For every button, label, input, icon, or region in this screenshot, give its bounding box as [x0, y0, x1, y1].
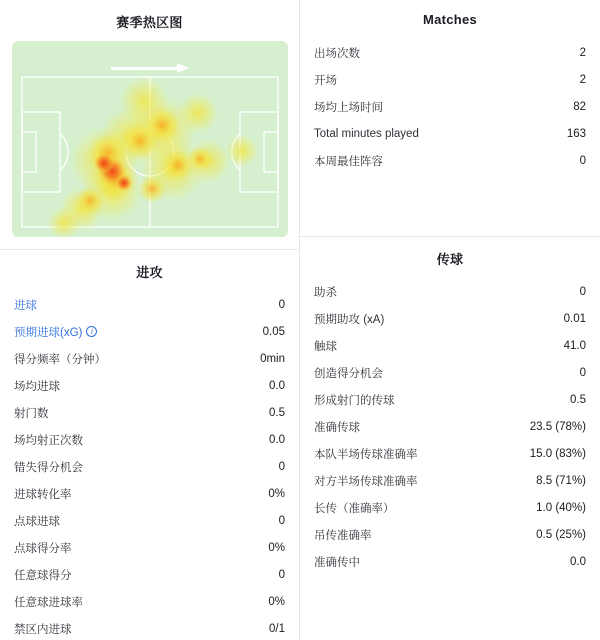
- stat-label: 对方半场传球准确率: [314, 475, 418, 488]
- stat-label: 场均上场时间: [314, 101, 383, 114]
- table-row[interactable]: [14, 318, 285, 345]
- table-row: [14, 372, 285, 399]
- table-row: [14, 291, 285, 318]
- stat-label: 本周最佳阵容: [314, 155, 383, 168]
- stat-value: 15.0 (83%): [529, 447, 586, 460]
- stat-value: 82: [573, 100, 586, 113]
- table-row: [314, 147, 586, 174]
- stat-label: 预期助攻 (xA): [314, 313, 385, 326]
- pitch-heatmap[interactable]: [12, 41, 288, 237]
- stat-label: 进球转化率: [14, 488, 72, 501]
- stat-value: 0.5: [269, 406, 285, 419]
- stat-value: 0.05: [262, 325, 285, 338]
- stat-label: 长传（准确率）: [314, 502, 395, 515]
- table-row: [314, 494, 586, 521]
- stat-label: Total minutes played: [314, 127, 419, 140]
- info-icon[interactable]: i: [86, 326, 97, 337]
- stat-value: 0.0: [269, 379, 285, 392]
- table-row: [14, 453, 285, 480]
- stat-value: 0.5: [570, 393, 586, 406]
- stat-value: 0: [278, 568, 285, 581]
- right-column: [300, 0, 600, 640]
- table-row: [314, 440, 586, 467]
- stat-label: 出场次数: [314, 47, 360, 60]
- table-row: [14, 507, 285, 534]
- stat-value: 2: [579, 73, 586, 86]
- matches-stats-list: [300, 37, 600, 174]
- passing-section-title: 传球: [436, 252, 464, 267]
- table-row: [14, 480, 285, 507]
- table-row: [314, 93, 586, 120]
- table-row: [14, 588, 285, 615]
- stat-label: 开场: [314, 74, 337, 87]
- heatmap-container: [0, 41, 299, 237]
- passing-stats-list: [300, 278, 600, 575]
- stat-label: 点球进球: [14, 515, 60, 528]
- table-row: [14, 561, 285, 588]
- stat-value: 0: [278, 460, 285, 473]
- stat-value: 0%: [268, 595, 285, 608]
- stat-value: 0.0: [570, 555, 586, 568]
- stat-label: 点球得分率: [14, 542, 72, 555]
- stat-value: 0: [579, 285, 586, 298]
- table-row: [314, 521, 586, 548]
- attack-stats-list: [0, 291, 299, 640]
- stat-label: 禁区内进球: [14, 623, 72, 636]
- stat-label: 吊传准确率: [314, 529, 372, 542]
- stat-value: 0: [579, 366, 586, 379]
- matches-section-title: Matches: [422, 12, 478, 27]
- stat-value: 0min: [260, 352, 285, 365]
- stat-value: 0%: [268, 541, 285, 554]
- table-row: [314, 467, 586, 494]
- stat-value: 23.5 (78%): [529, 420, 586, 433]
- table-row: [314, 39, 586, 66]
- stat-value: 163: [566, 127, 586, 140]
- table-row: [314, 413, 586, 440]
- table-row: [314, 278, 586, 305]
- table-row: [314, 66, 586, 93]
- stat-value: 0.01: [563, 312, 586, 325]
- table-row: [14, 399, 285, 426]
- stat-label: 任意球得分: [14, 569, 72, 582]
- stat-label[interactable]: 预期进球(xG): [14, 326, 83, 339]
- stat-value: 0.0: [269, 433, 285, 446]
- table-row: [314, 305, 586, 332]
- stat-label: 场均射正次数: [14, 434, 83, 447]
- stat-value: 1.0 (40%): [536, 501, 586, 514]
- stat-label: 场均进球: [14, 380, 60, 393]
- stat-label: 射门数: [14, 407, 49, 420]
- stat-label: 准确传球: [314, 421, 360, 434]
- stat-label: 得分频率（分钟）: [14, 353, 106, 366]
- table-row: [314, 386, 586, 413]
- stat-value: 0: [278, 298, 285, 311]
- stat-label: 触球: [314, 340, 337, 353]
- stat-label: 任意球进球率: [14, 596, 83, 609]
- stat-label: 进球: [14, 299, 37, 312]
- stat-label: 准确传中: [314, 556, 360, 569]
- table-row: [314, 359, 586, 386]
- stat-value: 2: [579, 46, 586, 59]
- stat-value: 8.5 (71%): [536, 474, 586, 487]
- stat-label: 错失得分机会: [14, 461, 83, 474]
- table-row: [14, 426, 285, 453]
- table-row: [14, 615, 285, 640]
- direction-arrow-icon: [111, 63, 189, 73]
- stat-value: 41.0: [563, 339, 586, 352]
- table-row: [314, 332, 586, 359]
- stat-label: 助杀: [314, 286, 337, 299]
- stat-label: 形成射门的传球: [314, 394, 395, 407]
- stat-value: 0.5 (25%): [536, 528, 586, 541]
- attack-section-title: 进攻: [136, 265, 163, 280]
- heatmap-title: 赛季热区图: [116, 15, 183, 30]
- stat-value: 0: [579, 154, 586, 167]
- table-row: [314, 120, 586, 147]
- table-row: [314, 548, 586, 575]
- table-row: [14, 345, 285, 372]
- table-row: [14, 534, 285, 561]
- stat-value: 0: [278, 514, 285, 527]
- stat-value: 0/1: [269, 622, 285, 635]
- stat-value: 0%: [268, 487, 285, 500]
- stat-label: 本队半场传球准确率: [314, 448, 418, 461]
- stat-label: 创造得分机会: [314, 367, 383, 380]
